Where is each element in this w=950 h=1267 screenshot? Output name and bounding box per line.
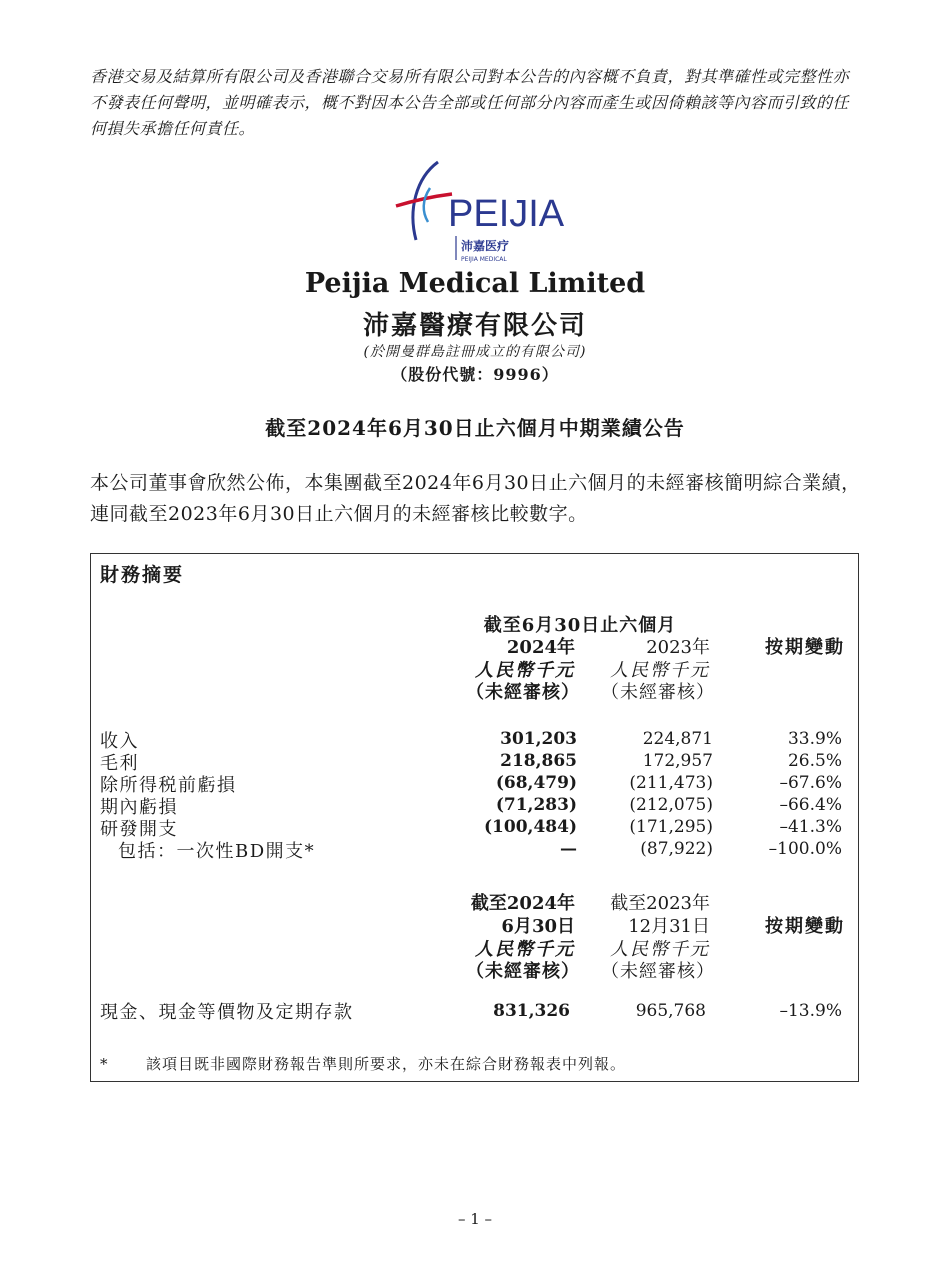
peijia-logo-icon bbox=[386, 160, 576, 270]
balance-col2-audit: （未經審核） bbox=[601, 961, 715, 982]
balance-col1-currency: 人民幣千元 bbox=[475, 939, 575, 960]
balance-col1-line1: 截至2024年 bbox=[470, 893, 575, 914]
row-revenue-change: 33.9% bbox=[787, 729, 842, 749]
row-revenue-2023: 224,871 bbox=[642, 729, 713, 749]
logo-english: PEIJIA MEDICAL bbox=[461, 256, 507, 263]
period-span-header: 截至6月30日止六個月 bbox=[483, 615, 677, 636]
col-2024-currency: 人民幣千元 bbox=[475, 660, 575, 681]
announcement-title: 截至2024年6月30日止六個月中期業績公告 bbox=[265, 416, 685, 440]
col-2023-audit: （未經審核） bbox=[601, 682, 715, 703]
row-loss-before-tax-change: –67.6% bbox=[779, 773, 842, 793]
row-label-cash: 現金、現金等價物及定期存款 bbox=[100, 1002, 354, 1023]
balance-col2-line1: 截至2023年 bbox=[610, 893, 710, 914]
page-number: – 1 – bbox=[457, 1210, 493, 1228]
stock-code: （股份代號：9996） bbox=[391, 365, 559, 384]
col-2023-year: 2023年 bbox=[646, 637, 710, 658]
row-label-loss-before-tax: 除所得税前虧損 bbox=[100, 775, 237, 796]
row-loss-before-tax-2023: (211,473) bbox=[629, 773, 713, 793]
logo-chinese: 沛嘉医疗 bbox=[461, 239, 510, 253]
row-rd-expenses-2023: (171,295) bbox=[629, 817, 713, 837]
financial-summary-title: 財務摘要 bbox=[100, 564, 185, 586]
row-label-revenue: 收入 bbox=[100, 731, 139, 752]
row-loss-before-tax-2024: (68,479) bbox=[495, 773, 577, 793]
col-2023-currency: 人民幣千元 bbox=[610, 660, 710, 681]
row-label-gross-profit: 毛利 bbox=[100, 753, 139, 774]
row-bd-expenses-2023: (87,922) bbox=[640, 839, 713, 859]
row-gross-profit-change: 26.5% bbox=[787, 751, 842, 771]
balance-col2-currency: 人民幣千元 bbox=[610, 939, 710, 960]
company-name-zh: 沛嘉醫療有限公司 bbox=[362, 311, 587, 341]
row-bd-expenses-2024: — bbox=[560, 839, 577, 859]
logo-wordmark: PEIJIA bbox=[448, 193, 565, 235]
company-logo bbox=[386, 160, 576, 270]
row-gross-profit-2024: 218,865 bbox=[500, 751, 577, 771]
row-cash-change: –13.9% bbox=[779, 1001, 842, 1021]
row-period-loss-change: –66.4% bbox=[779, 795, 842, 815]
balance-col1-line2: 6月30日 bbox=[501, 916, 575, 937]
row-rd-expenses-2024: (100,484) bbox=[484, 817, 577, 837]
balance-col1-audit: （未經審核） bbox=[466, 961, 580, 982]
incorporation-note: (於開曼群島註冊成立的有限公司) bbox=[363, 344, 587, 360]
row-period-loss-2023: (212,075) bbox=[629, 795, 713, 815]
footnote-text: 該項目既非國際財務報告準則所要求，亦未在綜合財務報表中列報。 bbox=[146, 1055, 627, 1073]
disclaimer-text: 香港交易及結算所有限公司及香港聯合交易所有限公司對本公告的內容概不負責，對其準確性或完整性亦不發表任何聲明，並明確表示，概不對因本公告全部或任何部分內容而產生或因倚賴該等內容而引致的任何損失承擔任何責任。 bbox=[90, 67, 850, 138]
row-label-bd-expenses: 包括：一次性BD開支* bbox=[118, 841, 316, 862]
change-header: 按期變動 bbox=[765, 637, 845, 658]
row-cash-2024: 831,326 bbox=[493, 1001, 570, 1021]
row-gross-profit-2023: 172,957 bbox=[642, 751, 713, 771]
intro-paragraph: 本公司董事會欣然公佈，本集團截至2024年6月30日止六個月的未經審核簡明綜合業績，連同截至2023年6月30日止六個月的未經審核比較數字。 bbox=[90, 472, 861, 525]
row-label-period-loss: 期內虧損 bbox=[100, 797, 178, 818]
footnote-mark: * bbox=[100, 1055, 109, 1073]
col-2024-year: 2024年 bbox=[506, 637, 575, 658]
footnote bbox=[100, 1053, 626, 1074]
balance-col2-line2: 12月31日 bbox=[628, 916, 710, 937]
row-bd-expenses-change: –100.0% bbox=[768, 839, 842, 859]
company-name-en: Peijia Medical Limited bbox=[304, 268, 646, 299]
row-cash-2023: 965,768 bbox=[635, 1001, 706, 1021]
col-2024-audit: （未經審核） bbox=[466, 682, 580, 703]
row-label-rd-expenses: 研發開支 bbox=[100, 819, 178, 840]
row-revenue-2024: 301,203 bbox=[500, 729, 577, 749]
row-period-loss-2024: (71,283) bbox=[495, 795, 577, 815]
balance-change-header: 按期變動 bbox=[765, 916, 845, 937]
row-rd-expenses-change: –41.3% bbox=[779, 817, 842, 837]
